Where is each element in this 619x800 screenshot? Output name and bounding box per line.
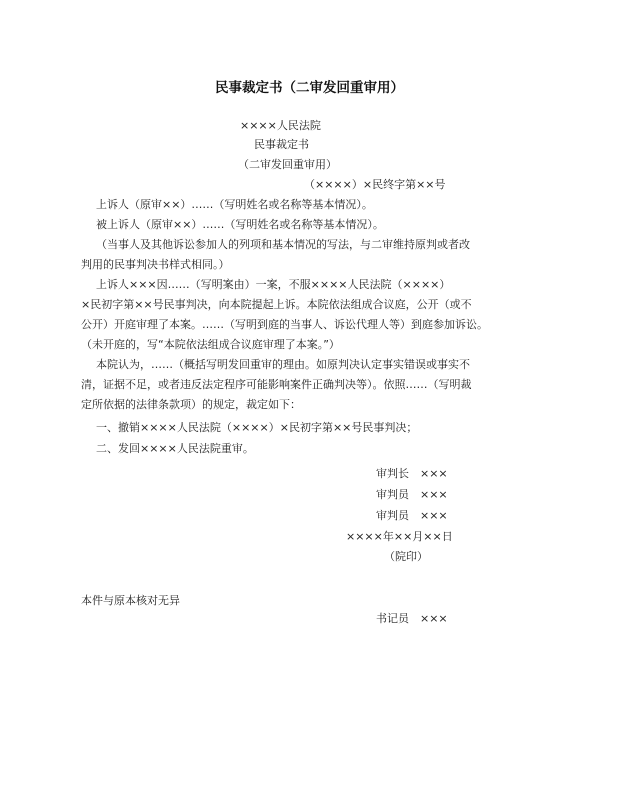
facts-line-4: （未开庭的，写“本院依法组成合议庭审理了本案。”） bbox=[81, 338, 340, 351]
court-clerk: 书记员 ××× bbox=[376, 612, 448, 625]
reasoning-line-3: 定所依据的法律条款项）的规定，裁定如下： bbox=[81, 398, 301, 411]
case-number: （××××）×民终字第××号 bbox=[304, 178, 446, 191]
reasoning-line-2: 清，证据不足，或者违反法定程序可能影响案件正确判决等）。依照……（写明裁 bbox=[81, 378, 472, 391]
facts-line-3: 公开）开庭审理了本案。……（写明到庭的当事人、诉讼代理人等）到庭参加诉讼。 bbox=[81, 318, 488, 331]
court-seal: （院印） bbox=[384, 550, 428, 563]
doc-subtype: （二审发回重审用） bbox=[238, 158, 337, 171]
appellant-line: 上诉人（原审××）……（写明姓名或名称等基本情况）。 bbox=[96, 198, 373, 211]
facts-line-2: ×民初字第××号民事判决，向本院提起上诉。本院依法组成合议庭，公开（或不 bbox=[81, 298, 472, 311]
document-title: 民事裁定书（二审发回重审用） bbox=[215, 80, 404, 96]
appellee-line: 被上诉人（原审××）……（写明姓名或名称等基本情况）。 bbox=[96, 218, 384, 231]
judge-1: 审判员 ××× bbox=[376, 488, 448, 501]
party-note-line-2: 判用的民事判决书样式相同。） bbox=[81, 258, 230, 271]
ruling-date: ××××年××月××日 bbox=[346, 530, 453, 543]
presiding-judge: 审判长 ××× bbox=[376, 467, 448, 480]
court-name: ××××人民法院 bbox=[240, 119, 321, 132]
ruling-2: 二、发回××××人民法院重审。 bbox=[96, 442, 254, 455]
doc-type: 民事裁定书 bbox=[254, 138, 309, 151]
verification-note: 本件与原本核对无异 bbox=[81, 594, 180, 607]
facts-line-1: 上诉人×××因……（写明案由）一案，不服××××人民法院（××××） bbox=[96, 278, 451, 291]
ruling-1: 一、撤销××××人民法院（××××）×民初字第××号民事判决； bbox=[96, 421, 418, 434]
judge-2: 审判员 ××× bbox=[376, 509, 448, 522]
reasoning-line-1: 本院认为，……（概括写明发回重审的理由。如原判决认定事实错误或事实不 bbox=[96, 358, 470, 371]
party-note-line-1: （当事人及其他诉讼参加人的列项和基本情况的写法，与二审维持原判或者改 bbox=[96, 238, 470, 251]
